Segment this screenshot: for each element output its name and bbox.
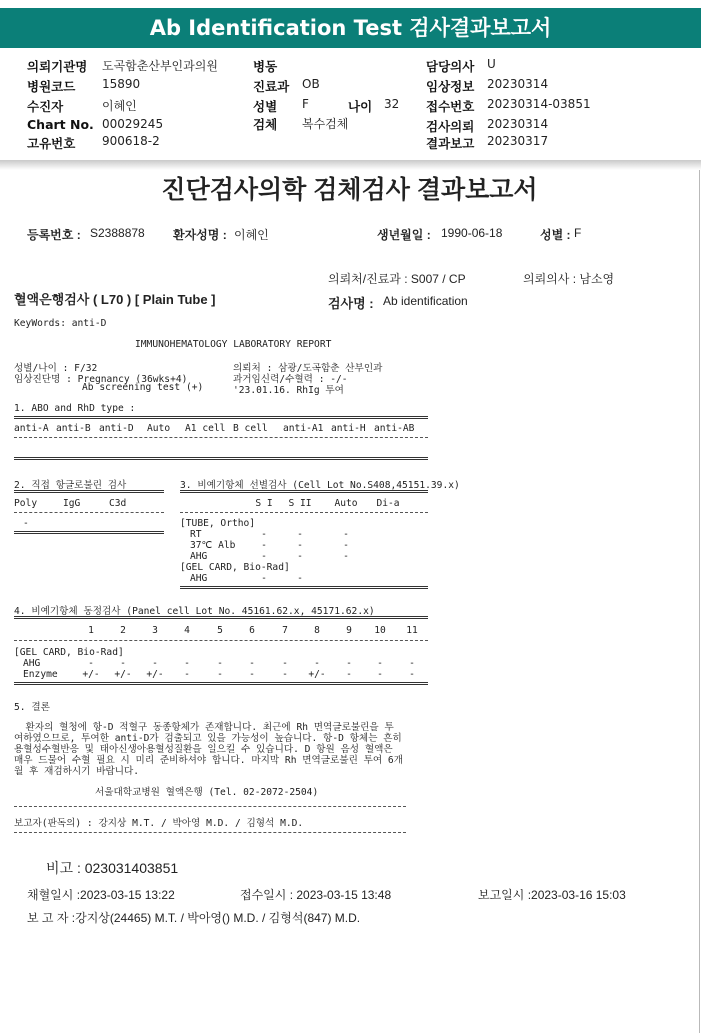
abo-rhd-column-header: anti-B <box>56 423 91 434</box>
ward-label: 병동 <box>253 59 278 74</box>
section-2-title: 2. 직접 항글로불린 검사 <box>14 480 127 491</box>
chart-no-label: Chart No. <box>27 117 94 132</box>
panel-ahg-cell: - <box>120 658 126 669</box>
rule <box>14 457 428 460</box>
patient-name-value: 이혜인 <box>234 228 269 242</box>
dat-column-header: Poly <box>14 498 38 509</box>
screen-cell: - <box>261 573 267 584</box>
panel-cell-number: 4 <box>184 625 190 636</box>
section-1-title: 1. ABO and RhD type : <box>14 403 136 414</box>
screen-cell: - <box>261 551 267 562</box>
specimen-label: 검체 <box>253 117 278 132</box>
sex-value: F <box>302 97 309 111</box>
panel-ahg-cell: - <box>217 658 223 669</box>
screen-cell: - <box>261 529 267 540</box>
test-name-label: 검사명 : <box>328 296 374 311</box>
rule <box>14 832 406 833</box>
hospital-code-value: 15890 <box>102 77 141 91</box>
report-title-bar <box>0 8 701 48</box>
report-sex-value: F <box>574 226 582 240</box>
panel-ahg-label: AHG <box>23 658 41 669</box>
panel-enzyme-cell: +/- <box>308 669 326 680</box>
panel-ahg-cell: - <box>377 658 383 669</box>
hospital-line: 서울대학교병원 혈액은행 (Tel. 02-2072-2504) <box>95 787 319 798</box>
conclusion-line: 여하였으므로, 투여한 anti-D가 검출되고 있을 가능성이 높습니다. 항-D 항체는 흔히 <box>14 733 402 744</box>
panel-enzyme-cell: - <box>409 669 415 680</box>
footer-reporter: 보 고 자 :강지상(24465) M.T. / 박아영() M.D. / 김형석(847) M.D. <box>27 911 361 925</box>
panel-cell-number: 7 <box>282 625 288 636</box>
report-datetime: 보고일시 :2023-03-16 15:03 <box>478 888 626 902</box>
panel-enzyme-cell: - <box>346 669 352 680</box>
screen-cell: - <box>297 529 303 540</box>
rule <box>14 416 428 419</box>
abo-rhd-column-header: anti-D <box>99 423 134 434</box>
conclusion-line: 환자의 혈청에 항-D 적혈구 동종항체가 존재합니다. 최근에 Rh 면역글로불린을 투 <box>14 722 394 733</box>
clinical-label: 임상정보 <box>426 79 475 94</box>
panel-enzyme-cell: +/- <box>146 669 164 680</box>
screen-cell: - <box>343 551 349 562</box>
dept-value: OB <box>302 77 320 91</box>
chart-no-value: 00029245 <box>102 117 164 131</box>
keywords: KeyWords: anti-D <box>14 318 107 329</box>
screen-row-label: RT <box>190 529 202 540</box>
panel-ahg-cell: - <box>88 658 94 669</box>
report-label: 결과보고 <box>426 136 475 151</box>
screen-row-label: 37℃ Alb <box>190 540 236 551</box>
dob-label: 생년월일 : <box>377 228 431 242</box>
doctor-label: 담당의사 <box>426 59 475 74</box>
rule <box>180 586 428 589</box>
section-4-title: 4. 비예기항체 동정검사 (Panel cell Lot No. 45161.62.x, 45171.62.x) <box>14 606 375 617</box>
screen-row-label: [TUBE, Ortho] <box>180 518 256 529</box>
conclusion-line: 용혈성수혈반응 및 태아신생아용혈성질환을 일으킬 수 있습니다. D 항원 음성 혈액은 <box>14 744 393 755</box>
dat-column-header: C3d <box>109 498 127 509</box>
panel-ahg-cell: - <box>346 658 352 669</box>
dat-value: - <box>23 518 29 529</box>
screen-column-header: S I <box>255 498 273 509</box>
panel-cell-number: 11 <box>406 625 418 636</box>
screen-column-header: Di-a <box>376 498 400 509</box>
age-value: 32 <box>384 97 400 111</box>
section-3-title: 3. 비예기항체 선별검사 (Cell Lot No.S408,45151.39.x) <box>180 480 460 491</box>
panel-enzyme-cell: - <box>377 669 383 680</box>
panel-ahg-cell: - <box>249 658 255 669</box>
panel-enzyme-cell: +/- <box>114 669 132 680</box>
report-sex-label: 성별 : <box>540 228 571 242</box>
panel-cell-number: 2 <box>120 625 126 636</box>
rule <box>14 531 164 534</box>
patient-label: 수진자 <box>27 99 64 114</box>
dob-value: 1990-06-18 <box>441 226 503 240</box>
panel-cell-number: 10 <box>374 625 386 636</box>
panel-enzyme-cell: - <box>184 669 190 680</box>
abo-rhd-column-header: anti-A <box>14 423 49 434</box>
panel-ahg-cell: - <box>152 658 158 669</box>
abo-rhd-column-header: Auto <box>147 423 171 434</box>
bloodbank-title: 혈액은행검사 ( L70 ) [ Plain Tube ] <box>14 292 216 307</box>
doctor-value: U <box>487 57 496 71</box>
rule <box>14 437 428 438</box>
panel-group: [GEL CARD, Bio-Rad] <box>14 647 124 658</box>
history: 과거임신력/수혈력 : -/- <box>233 374 348 385</box>
panel-ahg-cell: - <box>409 658 415 669</box>
abo-rhd-column-header: anti-A1 <box>283 423 324 434</box>
test-name-value: Ab identification <box>383 294 468 308</box>
abo-rhd-column-header: B cell <box>233 423 268 434</box>
screen-cell: - <box>297 573 303 584</box>
abo-rhd-column-header: anti-H <box>331 423 366 434</box>
rule <box>14 490 164 493</box>
rule <box>14 616 428 619</box>
lab-report-title: IMMUNOHEMATOLOGY LABORATORY REPORT <box>135 339 332 350</box>
history-2: '23.01.16. RhIg 투여 <box>233 385 344 396</box>
screen-row-label: [GEL CARD, Bio-Rad] <box>180 562 290 573</box>
screen-cell: - <box>297 551 303 562</box>
panel-ahg-cell: - <box>184 658 190 669</box>
receipt-no-value: 20230314-03851 <box>487 97 591 111</box>
panel-cell-number: 1 <box>88 625 94 636</box>
collect-datetime: 채혈일시 :2023-03-15 13:22 <box>27 888 175 902</box>
remark: 비고 : 023031403851 <box>46 860 179 876</box>
page-edge <box>699 170 700 1033</box>
institution-value: 도곡함춘산부인과의원 <box>102 59 218 73</box>
abo-rhd-column-header: A1 cell <box>185 423 226 434</box>
rule <box>180 490 428 493</box>
rule <box>14 682 428 685</box>
patient-value: 이혜인 <box>102 99 137 113</box>
reg-no-label: 등록번호 : <box>27 228 81 242</box>
institution-label: 의뢰기관명 <box>27 59 88 74</box>
screen-row-label: AHG <box>190 551 208 562</box>
panel-cell-number: 5 <box>217 625 223 636</box>
unique-no-value: 900618-2 <box>102 134 160 148</box>
panel-enzyme-cell: - <box>217 669 223 680</box>
requester: 의뢰처 : 삼광/도곡함춘 산부인과 <box>233 363 383 374</box>
header-divider <box>0 160 701 170</box>
rule <box>180 512 428 513</box>
receipt-no-label: 접수번호 <box>426 99 475 114</box>
diagnosis: 임상진단명 : Pregnancy (36wks+4) <box>14 374 188 385</box>
hospital-code-label: 병원코드 <box>27 79 76 94</box>
dept-label: 진료과 <box>253 79 290 94</box>
reg-no-value: S2388878 <box>90 226 145 240</box>
request-label: 검사의뢰 <box>426 119 475 134</box>
panel-enzyme-cell: +/- <box>82 669 100 680</box>
panel-cell-number: 9 <box>346 625 352 636</box>
screen-column-header: S II <box>288 498 312 509</box>
panel-cell-number: 6 <box>249 625 255 636</box>
panel-cell-number: 8 <box>314 625 320 636</box>
receipt-datetime: 접수일시 : 2023-03-15 13:48 <box>240 888 392 902</box>
panel-ahg-cell: - <box>282 658 288 669</box>
panel-enzyme-cell: - <box>249 669 255 680</box>
conclusion-line: 월 후 재검하시기 바랍니다. <box>14 766 140 777</box>
panel-cell-number: 3 <box>152 625 158 636</box>
screen-cell: - <box>297 540 303 551</box>
clinical-value: 20230314 <box>487 77 549 91</box>
dat-column-header: IgG <box>63 498 81 509</box>
doctor-line: 의뢰의사 : 남소영 <box>523 272 615 286</box>
report-main-title: 진단검사의학 검체검사 결과보고서 <box>161 176 538 204</box>
lab-reporter: 보고자(판독의) : 강지상 M.T. / 박아영 M.D. / 김형석 M.D. <box>14 818 304 829</box>
sex-label: 성별 <box>253 99 278 114</box>
section-5-title: 5. 결론 <box>14 702 50 713</box>
screen-cell: - <box>261 540 267 551</box>
specimen-value: 복수검체 <box>302 117 349 131</box>
sex-age: 성별/나이 : F/32 <box>14 363 98 374</box>
panel-enzyme-cell: - <box>282 669 288 680</box>
screen-column-header: Auto <box>334 498 358 509</box>
age-label: 나이 <box>348 99 373 114</box>
dept-line: 의뢰처/진료과 : S007 / CP <box>328 272 466 286</box>
panel-ahg-cell: - <box>314 658 320 669</box>
request-value: 20230314 <box>487 117 549 131</box>
conclusion-line: 매우 드물어 수혈 필요 시 미리 준비하셔야 합니다. 마지막 Rh 면역글로불린 투여 6개 <box>14 755 403 766</box>
screen-cell: - <box>343 529 349 540</box>
unique-no-label: 고유번호 <box>27 136 76 151</box>
rule <box>14 640 428 641</box>
page-title: Ab Identification Test 검사결과보고서 <box>149 16 552 40</box>
screen-cell: - <box>343 540 349 551</box>
panel-enzyme-label: Enzyme <box>23 669 58 680</box>
diagnosis-2: Ab screening test (+) <box>82 382 204 393</box>
rule <box>14 512 164 513</box>
rule <box>14 806 406 807</box>
report-value: 20230317 <box>487 134 549 148</box>
patient-name-label: 환자성명 : <box>173 228 227 242</box>
screen-row-label: AHG <box>190 573 208 584</box>
abo-rhd-column-header: anti-AB <box>374 423 415 434</box>
